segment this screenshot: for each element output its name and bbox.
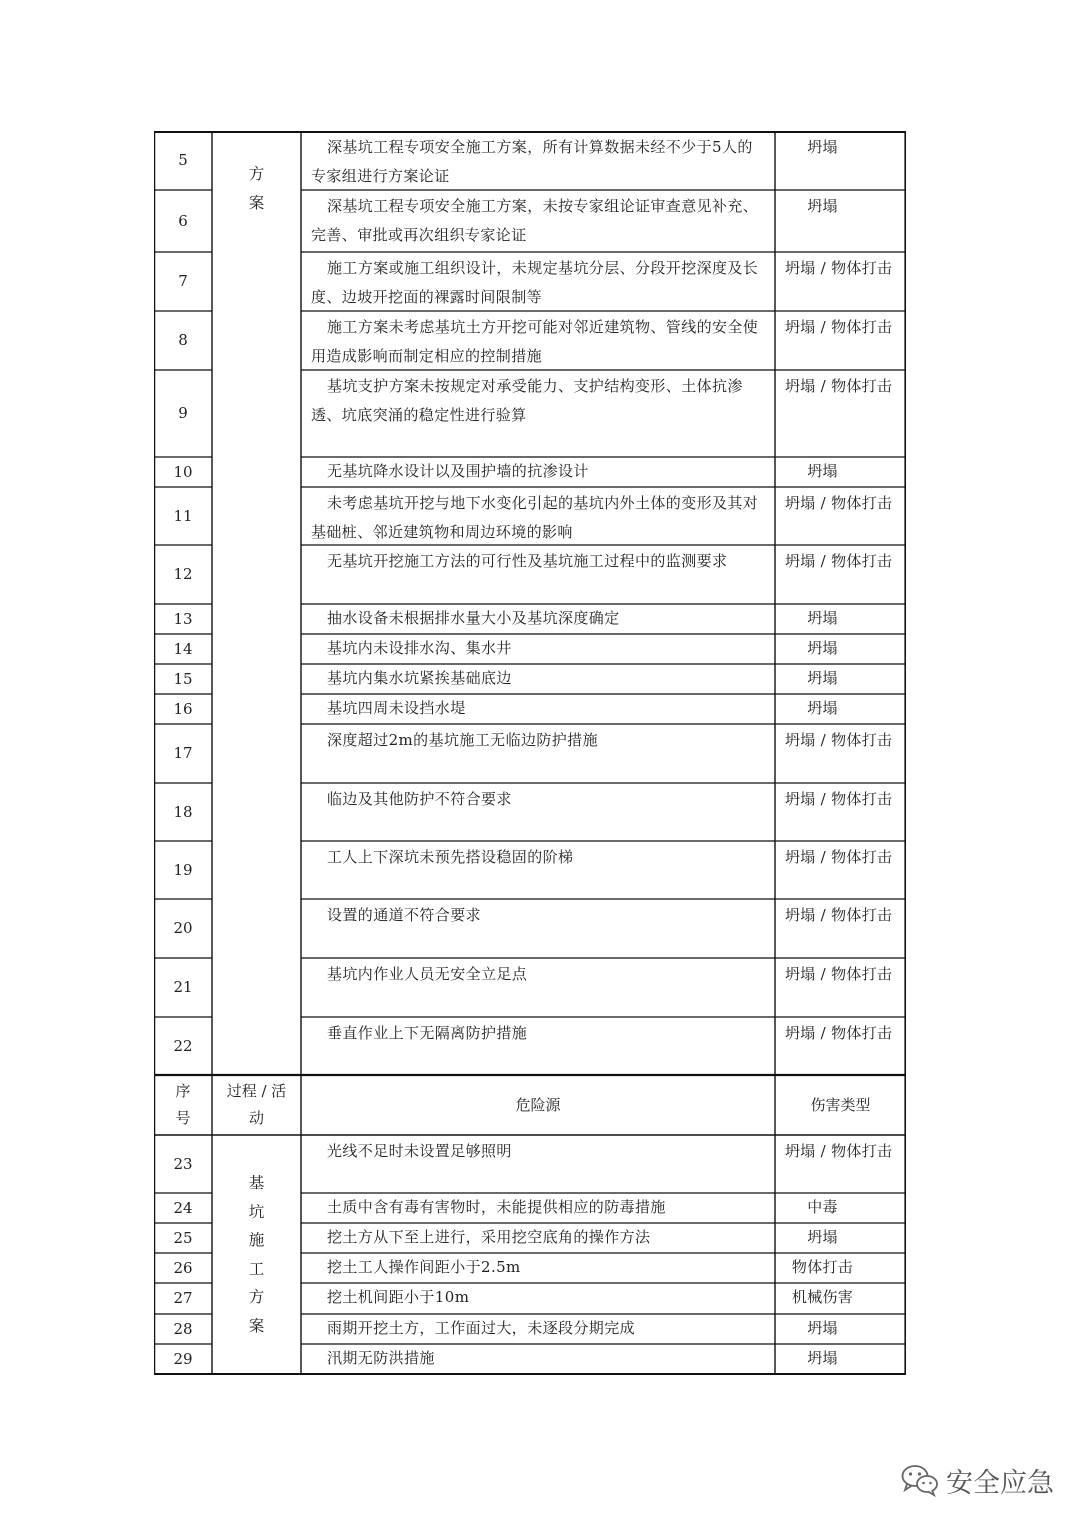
row-number: 29 [173,1350,193,1369]
hazard-text: 深基坑工程专项安全施工方案，所有计算数据未经不少于5人的专家组进行方案论证 [311,138,753,185]
row-number: 21 [173,978,193,997]
row-number: 14 [173,639,193,658]
header-hazard: 危险源 [515,1095,561,1114]
wechat-icon [900,1463,940,1497]
hazard-text: 光线不足时未设置足够照明 [327,1142,512,1160]
row-number: 23 [173,1154,193,1173]
hazard-text: 挖土工人操作间距小于2.5m [327,1258,521,1276]
harm-type: 机械伤害 [791,1288,854,1306]
row-number: 26 [173,1258,193,1277]
hazard-table [154,131,906,1375]
harm-type: 中毒 [807,1198,838,1216]
harm-type: 坍塌 / 物体打击 [785,377,893,395]
hazard-text: 临边及其他防护不符合要求 [327,790,512,808]
harm-type: 坍塌 [807,1349,838,1367]
activity-char: 基 [248,1174,265,1192]
row-number: 13 [173,609,193,628]
hazard-text: 挖土机间距小于10m [327,1288,470,1306]
row-number: 24 [173,1198,193,1217]
header-harm: 伤害类型 [810,1095,871,1114]
row-number: 7 [178,272,188,291]
header-activity-cell [212,1075,301,1135]
row-number: 19 [173,860,193,879]
row-number: 12 [173,565,193,584]
harm-type: 坍塌 [807,699,838,717]
watermark [900,1458,1054,1502]
activity-char: 工 [248,1259,265,1278]
header-activity-line2: 动 [248,1109,264,1127]
hazard-text: 抽水设备未根据排水量大小及基坑深度确定 [327,609,620,627]
row-number: 10 [173,462,193,481]
harm-type: 物体打击 [791,1258,854,1276]
harm-type: 坍塌 / 物体打击 [785,318,893,336]
row-number: 18 [173,802,193,821]
harm-type: 坍塌 [807,609,838,627]
row-number: 9 [178,404,188,423]
harm-type: 坍塌 / 物体打击 [785,906,893,924]
hazard-text: 深度超过2m的基坑施工无临边防护措施 [327,731,598,749]
hazard-text: 无基坑降水设计以及围护墙的抗渗设计 [327,462,589,480]
harm-type: 坍塌 / 物体打击 [785,552,893,570]
hazard-text: 挖土方从下至上进行，采用挖空底角的操作方法 [327,1228,651,1246]
harm-type: 坍塌 / 物体打击 [785,1024,893,1042]
harm-type: 坍塌 [807,138,838,156]
hazard-text: 基坑四周未设挡水堤 [327,699,466,717]
harm-type: 坍塌 / 物体打击 [785,965,893,983]
harm-type: 坍塌 [807,639,838,657]
hazard-text: 基坑内集水坑紧挨基础底边 [327,669,512,687]
harm-type: 坍塌 / 物体打击 [785,1142,893,1160]
row-number: 15 [173,669,193,688]
row-number: 27 [173,1289,193,1308]
header-no-line1: 序 [175,1082,191,1100]
hazard-text: 工人上下深坑未预先搭设稳固的阶梯 [327,848,574,866]
activity-char: 案 [248,1316,265,1335]
row-number: 22 [173,1036,193,1055]
row-number: 8 [178,331,188,350]
harm-type: 坍塌 [807,1319,838,1337]
row-number: 17 [173,744,193,763]
activity-char: 坑 [248,1202,265,1221]
hazard-text: 汛期无防洪措施 [327,1349,435,1367]
hazard-text: 雨期开挖土方，工作面过大，未逐段分期完成 [327,1319,636,1337]
harm-type: 坍塌 / 物体打击 [785,848,893,866]
header-activity-line1: 过程 / 活 [226,1082,287,1100]
header-no-cell [154,1075,212,1135]
hazard-text: 施工方案或施工组织设计，未规定基坑分层、分段开挖深度及长度、边坡开挖面的裸露时间限制等 [311,259,759,306]
harm-type: 坍塌 / 物体打击 [785,494,893,512]
hazard-text: 垂直作业上下无隔离防护措施 [327,1024,528,1042]
hazard-text: 设置的通道不符合要求 [327,906,482,924]
harm-type: 坍塌 / 物体打击 [785,731,893,749]
watermark-text: 安全应急 [946,1467,1054,1499]
row-number: 11 [173,506,193,525]
activity-label [212,160,301,217]
harm-type: 坍塌 / 物体打击 [785,790,893,808]
row-number: 6 [178,211,188,230]
harm-type: 坍塌 [807,462,838,480]
harm-type: 坍塌 [807,197,838,215]
hazard-text: 施工方案未考虑基坑土方开挖可能对邻近建筑物、管线的安全使用造成影响而制定相应的控制措施 [311,318,759,365]
hazard-text: 基坑内未设排水沟、集水井 [327,639,512,657]
activity-char: 施 [248,1231,265,1249]
row-number: 25 [173,1228,193,1247]
row-number: 20 [173,919,193,938]
row-number: 16 [173,699,193,718]
hazard-text: 基坑内作业人员无安全立足点 [327,965,528,983]
activity-label [212,1169,301,1340]
hazard-text: 未考虑基坑开挖与地下水变化引起的基坑内外土体的变形及其对基础桩、邻近建筑物和周边环境的影响 [311,494,759,541]
hazard-text: 基坑支护方案未按规定对承受能力、支护结构变形、土体抗渗透、坑底突涌的稳定性进行验算 [311,377,743,424]
harm-type: 坍塌 / 物体打击 [785,259,893,277]
row-number: 28 [173,1319,193,1338]
activity-char: 方 [248,1288,265,1306]
harm-type: 坍塌 [807,669,838,687]
hazard-text: 深基坑工程专项安全施工方案，未按专家组论证审查意见补充、完善、审批或再次组织专家论证 [311,197,759,244]
row-number: 5 [178,151,188,170]
hazard-text: 土质中含有毒有害物时，未能提供相应的防毒措施 [327,1198,666,1216]
activity-char: 案 [248,193,265,212]
header-no-line2: 号 [175,1109,191,1127]
hazard-text: 无基坑开挖施工方法的可行性及基坑施工过程中的监测要求 [327,552,728,570]
harm-type: 坍塌 [807,1228,838,1246]
activity-char: 方 [248,165,265,183]
